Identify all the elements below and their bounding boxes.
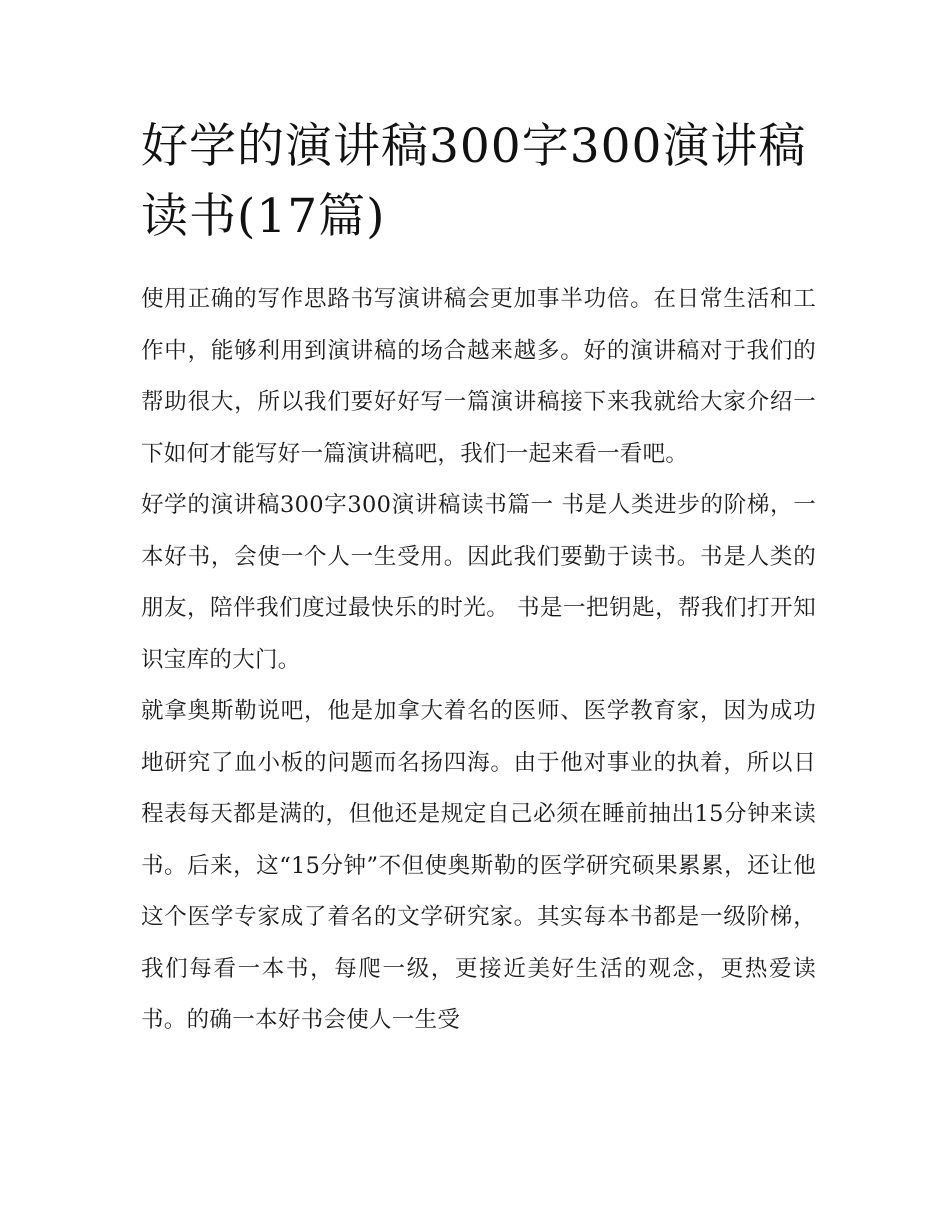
- document-content: [141, 112, 816, 1047]
- document-body: [141, 274, 816, 1047]
- document-title: 好学的演讲稿300字300演讲稿读书(17篇): [141, 119, 807, 244]
- paragraph-osler: 就拿奥斯勒说吧，他是加拿大着名的医师、医学教育家，因为成功地研究了血小板的问题而名扬四海。由于他对事业的执着，所以日程表每天都是满的，但他还是规定自己必须在睡前抽出15分钟来读书。后来，这“15分钟”不但使奥斯勒的医学研究硕果累累，还让他这个医学专家成了着名的文学研究家。其实每本书都是一级阶梯，我们每看一本书，每爬一级，更接近美好生活的观念，更热爱读书。的确一本好书会使人一生受: [141, 698, 816, 1033]
- paragraph-intro: 使用正确的写作思路书写演讲稿会更加事半功倍。在日常生活和工作中，能够利用到演讲稿的场合越来越多。好的演讲稿对于我们的帮助很大，所以我们要好好写一篇演讲稿接下来我就给大家介绍一下如何才能写好一篇演讲稿吧，我们一起来看一看吧。: [141, 286, 816, 467]
- paragraph-reading: 好学的演讲稿300字300演讲稿读书篇一 书是人类进步的阶梯，一本好书，会使一个人一生受用。因此我们要勤于读书。书是人类的朋友，陪伴我们度过最快乐的时光。 书是一把钥匙，帮我们打开知识宝库的大门。: [141, 492, 816, 673]
